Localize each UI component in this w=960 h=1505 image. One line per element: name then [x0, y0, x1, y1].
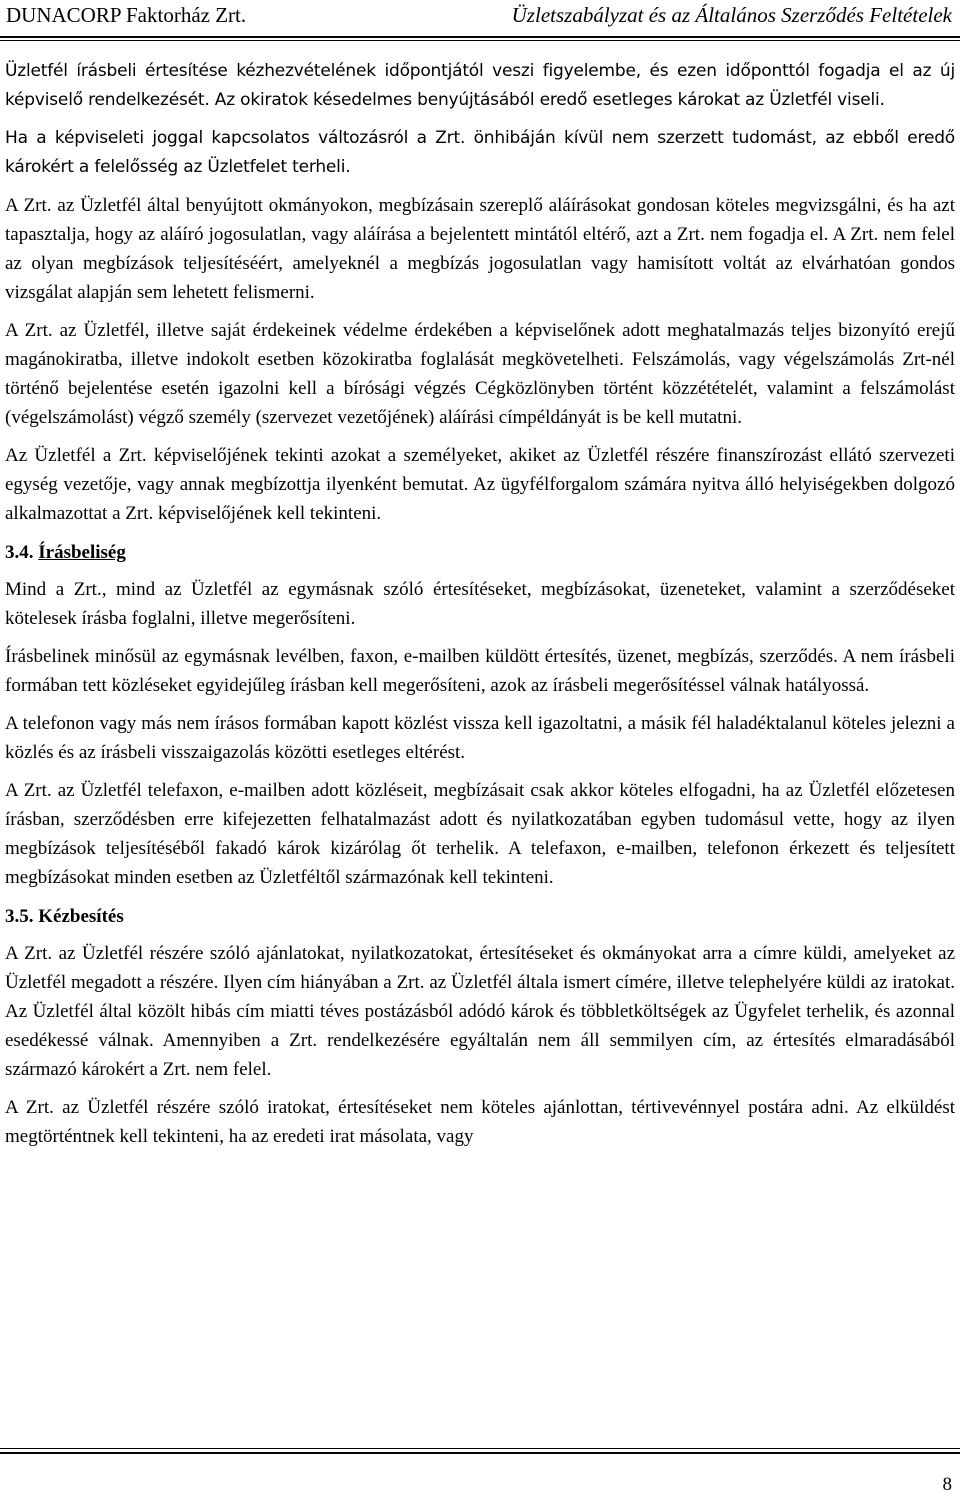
header-rule — [0, 36, 960, 38]
section-heading-3-5 — [5, 902, 955, 931]
page-header — [0, 0, 960, 40]
section-heading-3-4 — [5, 538, 955, 567]
page-number: 8 — [942, 1474, 952, 1495]
paragraph: Az Üzletfél a Zrt. képviselőjének tekinti azokat a személyeket, akiket az Üzletfél részére finanszírozást ellátó szervezeti egység vezetője, vagy annak megbízottja ilyenként bemutat. Az ügyfélforgalom számára nyitva álló helyiségekben dolgozó alkalmazottat a Zrt. képviselőjének kell tekinteni. — [5, 445, 955, 524]
paragraph: A telefonon vagy más nem írásos formában kapott közlést vissza kell igazoltatni, a másik fél haladéktalanul köteles jelezni a közlés és az írásbeli visszaigazolás közötti esetleges eltérést. — [5, 713, 955, 763]
paragraph: A Zrt. az Üzletfél, illetve saját érdekeinek védelme érdekében a képviselőnek adott meghatalmazás teljes bizonyító erejű magánokiratba, illetve indokolt esetben közokiratba foglalását megkövetelheti. Felszámolás, vagy végelszámolás Zrt-nél történő bejelentése esetén igazolni kell a bírósági végzés Cégközlönyben történt közzétételét, valamint a felszámolást (végelszámolást) végző személy (szervezet vezetőjének) aláírási címpéldányát is be kell mutatni. — [5, 320, 955, 428]
section-title: Kézbesítés — [38, 906, 124, 927]
paragraph: A Zrt. az Üzletfél által benyújtott okmányokon, megbízásain szereplő aláírásokat gondosan köteles megvizsgálni, és ha azt tapasztalja, hogy az aláíró jogosulatlan, vagy aláírása a bejelentett mintától eltérő, azt a Zrt. nem fogadja el. A Zrt. nem felel az olyan megbízások teljesítéséért, amelyeknél a megbízás jogosulatlan vagy hamisított voltát az elvárhatóan gondos vizsgálat alapján sem lehetett felismerni. — [5, 195, 955, 303]
paragraph: A Zrt. az Üzletfél telefaxon, e-mailben adott közléseit, megbízásait csak akkor köteles elfogadni, ha az Üzletfél előzetesen írásban, szerződésben erre kifejezetten felhatalmazást adott és nyilatkozatában egyben tudomásul vette, hogy az ilyen megbízások teljesítéséből fakadó károk kizárólag őt terhelik. A telefaxon, e-mailben, telefonon érkezett és teljesített megbízásokat minden esetben az Üzletféltől származónak kell tekinteni. — [5, 780, 955, 888]
paragraph: Ha a képviseleti joggal kapcsolatos változásról a Zrt. önhibáján kívül nem szerzett tudomást, az ebből eredő károkért a felelősség az Üzletfelet terheli. — [5, 128, 955, 177]
paragraph: A Zrt. az Üzletfél részére szóló iratokat, értesítéseket nem köteles ajánlottan, tértivevénnyel postára adni. Az elküldést megtörténtnek kell tekinteni, ha az eredeti irat másolata, vagy — [5, 1097, 955, 1147]
section-title: Írásbeliség — [38, 542, 126, 563]
paragraph: Írásbelinek minősül az egymásnak levélben, faxon, e-mailben küldött értesítés, üzenet, megbízás, szerződés. A nem írásbeli formában tett közléseket egyidejűleg írásban kell megerősíteni, azok az írásbeli megerősítéssel válnak hatályossá. — [5, 646, 955, 696]
section-number: 3.4. — [5, 542, 34, 563]
paragraph: Mind a Zrt., mind az Üzletfél az egymásnak szóló értesítéseket, megbízásokat, üzeneteket, valamint a szerződéseket kötelesek írásba foglalni, illetve megerősíteni. — [5, 579, 955, 629]
header-rule-thin — [0, 40, 960, 41]
header-document-title: Üzletszabályzat és az Általános Szerződés Feltételek — [511, 3, 952, 27]
footer-rule-thin — [0, 1448, 960, 1449]
section-number: 3.5. — [5, 906, 34, 927]
paragraph: A Zrt. az Üzletfél részére szóló ajánlatokat, nyilatkozatokat, értesítéseket és okmányokat arra a címre küldi, amelyeket az Üzletfél megadott a részére. Ilyen cím hiányában a Zrt. az Üzletfél általa ismert címére, illetve telephelyére küldi az iratokat. Az Üzletfél által közölt hibás cím miatti téves postázásból adódó károk és többletköltségek az Ügyfelet terhelik, és azonnal esedékessé válnak. Amennyiben a Zrt. rendelkezésére egyáltalán nem áll semmilyen cím, az értesítés elmaradásából származó károkért a Zrt. nem felel. — [5, 943, 955, 1080]
paragraph: Üzletfél írásbeli értesítése kézhezvételének időpontjától veszi figyelembe, és ezen időponttól fogadja el az új képviselő rendelkezését. Az okiratok késedelmes benyújtásából eredő esetleges károkat az Üzletfél viseli. — [5, 61, 955, 110]
header-company-name: DUNACORP Faktorház Zrt. — [6, 3, 247, 27]
document-body — [5, 57, 955, 1160]
footer-rule — [0, 1452, 960, 1454]
